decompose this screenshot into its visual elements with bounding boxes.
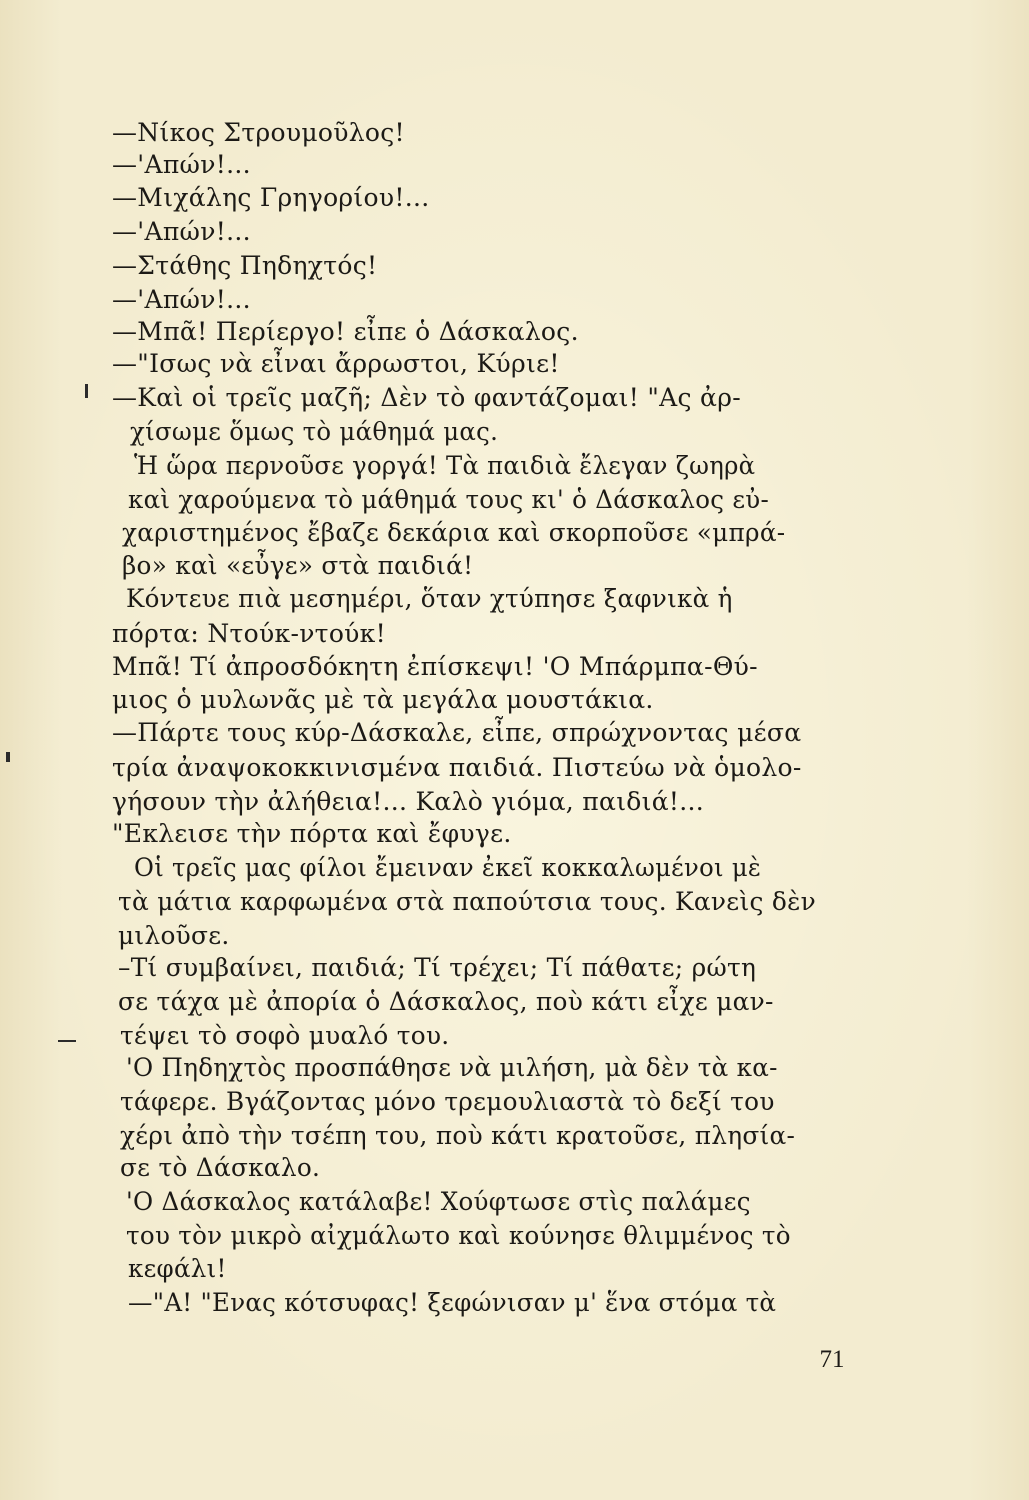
text-line: χέρι ἀπὸ τὴν τσέπη του, ποὺ κάτι κρατοῦσε, πλησία-: [120, 1121, 796, 1150]
text-line: —Καὶ οἱ τρεῖς μαζῆ; Δὲν τὸ φαντάζομαι! "Ας ἀρ-: [112, 383, 741, 412]
text-line: κεφάλι!: [128, 1254, 227, 1283]
margin-mark: [85, 384, 88, 398]
text-line: χίσωμε ὅμως τὸ μάθημά μας.: [130, 417, 499, 446]
text-line: βο» καὶ «εὖγε» στὰ παιδιά!: [122, 551, 474, 580]
text-line: χαριστημένος ἔβαζε δεκάρια καὶ σκορποῦσε «μπρά-: [122, 518, 786, 547]
text-line: Ἡ ὥρα περνοῦσε γοργά! Τὰ παιδιὰ ἔλεγαν ζωηρὰ: [134, 451, 756, 480]
text-line: σε τάχα μὲ ἀπορία ὁ Δάσκαλος, ποὺ κάτι εἶχε μαν-: [118, 987, 774, 1016]
text-line: 'Ο Δάσκαλος κατάλαβε! Χούφτωσε στὶς παλάμες: [126, 1187, 751, 1216]
text-line: —"Α! "Ενας κότσυφας! ξεφώνισαν μ' ἕνα στόμα τὰ: [128, 1288, 777, 1317]
text-line: Οἱ τρεῖς μας φίλοι ἔμειναν ἐκεῖ κοκκαλωμένοι μὲ: [134, 853, 762, 882]
text-line: —Νίκος Στρουμοῦλος!: [112, 118, 405, 147]
text-line: —Μιχάλης Γρηγορίου!...: [112, 183, 430, 212]
text-line: μιλοῦσε.: [118, 921, 230, 950]
text-line: —"Ισως νὰ εἶναι ἄρρωστοι, Κύριε!: [112, 349, 560, 378]
text-line: Μπᾶ! Τί ἀπροσδόκητη ἐπίσκεψι! 'Ο Μπάρμπα-Θύ-: [112, 652, 758, 681]
text-line: τάφερε. Βγάζοντας μόνο τρεμουλιαστὰ τὸ δεξί του: [120, 1087, 775, 1116]
text-line: του τὸν μικρὸ αἰχμάλωτο καὶ κούνησε θλιμμένος τὸ: [126, 1221, 791, 1250]
text-line: 'Ο Πηδηχτὸς προσπάθησε νὰ μιλήση, μὰ δὲν τὰ κα-: [126, 1053, 778, 1082]
margin-mark: [6, 752, 10, 762]
text-line: Κόντευε πιὰ μεσημέρι, ὅταν χτύπησε ξαφνικὰ ἡ: [126, 584, 733, 613]
text-line: τρία ἀναψοκοκκινισμένα παιδιά. Πιστεύω νὰ ὁμολο-: [112, 753, 802, 782]
text-line: καὶ χαρούμενα τὸ μάθημά τους κι' ὁ Δάσκαλος εὐ-: [128, 485, 770, 514]
text-line: —'Απών!...: [112, 217, 251, 246]
text-line: —'Απών!...: [112, 150, 251, 179]
text-line: –Τί συμβαίνει, παιδιά; Τί τρέχει; Τί πάθατε; ρώτη: [118, 953, 757, 982]
margin-mark: [58, 1040, 76, 1042]
text-line: τέψει τὸ σοφὸ μυαλό του.: [120, 1021, 450, 1050]
text-line: —Πάρτε τους κύρ-Δάσκαλε, εἶπε, σπρώχνοντας μέσα: [112, 718, 802, 747]
page-number: 71: [819, 1346, 845, 1373]
text-line: τὰ μάτια καρφωμένα στὰ παπούτσια τους. Κανεὶς δὲν: [118, 887, 817, 916]
text-line: μιος ὁ μυλωνᾶς μὲ τὰ μεγάλα μουστάκια.: [112, 685, 654, 714]
text-line: —Μπᾶ! Περίεργο! εἶπε ὁ Δάσκαλος.: [112, 317, 579, 346]
text-line: πόρτα: Ντούκ-ντούκ!: [112, 619, 386, 648]
text-line: —Στάθης Πηδηχτός!: [112, 251, 378, 280]
text-line: "Εκλεισε τὴν πόρτα καὶ ἔφυγε.: [112, 819, 512, 848]
text-line: γήσουν τὴν ἀλήθεια!... Καλὸ γιόμα, παιδιά!...: [112, 787, 705, 816]
text-line: σε τὸ Δάσκαλο.: [120, 1153, 321, 1182]
text-line: —'Απών!...: [112, 285, 251, 314]
